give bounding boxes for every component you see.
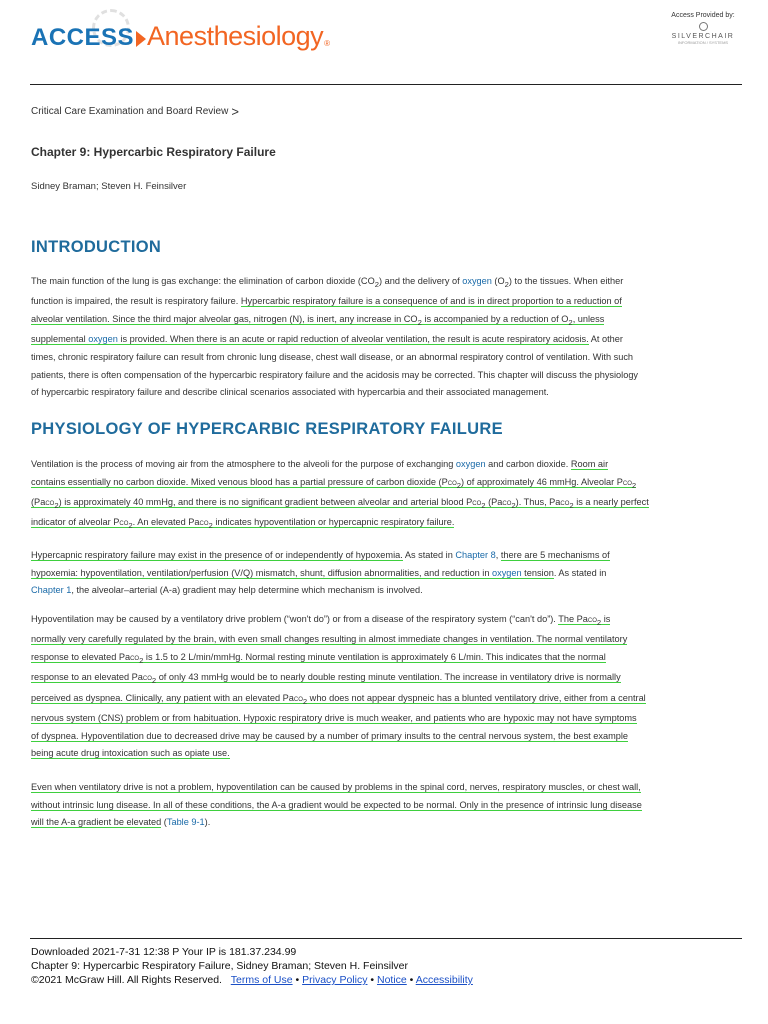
table-9-1-link[interactable]: Table 9-1 [166,817,205,828]
text-line [31,690,741,710]
text-line: The main function of the lung is gas exchange: the elimination of carbon dioxide $(CO_2)$ and the delivery of oxygen $(O_2)$ to the tissues. When either [31,276,624,289]
highlighted-text: Hypercarbic respiratory failure is a consequence of and is in direct proportion to a reduction of [240,296,622,307]
text-line [31,745,741,763]
chapter-1-link[interactable]: Chapter 1 [31,585,72,596]
highlighted-text: of dyspnea. Hypoventilation due to decreased drive may be caused by a number of primary insults to the central nervous system, the best example [31,730,628,741]
text-line [31,311,741,331]
provided-by-label: Access Provided by: [671,12,735,19]
highlighted-text: Even when ventilatory drive is not a problem, hypoventilation can be caused by problems in the spinal cord, nerves, respiratory muscles, or chest wall, [31,782,641,792]
text-line: times, chronic respiratory failure can result from chronic lung disease, chest wall disease, or an abnormal respiratory control of ventilation. With such [31,352,634,363]
provider-name: SILVERCHAIR [671,33,735,40]
text-line [31,474,741,494]
chapter-8-link[interactable]: Chapter 8 [455,550,496,560]
access-anesthesiology-logo[interactable] [31,12,330,52]
highlighted-text: there are 5 mechanisms of [500,550,610,560]
privacy-policy-link[interactable]: Privacy Policy [302,974,368,986]
paragraph-ventilation [31,456,741,535]
highlighted-text: supplemental oxygen is provided. When there is an acute or rapid reduction of alveolar ventilation, the result is acute respiratory acidosis. [31,334,589,345]
text-line [31,514,741,534]
section-heading-introduction: INTRODUCTION [31,238,162,256]
highlighted-text: nervous system (CNS) problem or from habituation. Hypoxic respiratory drive is much weaker, and patients who are hypoxic may not have symptoms [31,713,637,724]
highlighted-text: Clinically, any patient with an elevated Paco$_2$ who does not appear dyspneic has a blunted ventilatory drive, either from a central [122,692,646,706]
paragraph-hypoxemia [31,547,741,600]
highlighted-text: Hypercapnic respiratory failure may exist in the presence of or independently of hypoxemia. [31,550,403,560]
text-line [31,649,741,669]
text-line: of hypercarbic respiratory failure and describe clinical scenarios associated with hypercarbia and their associated management. [31,387,549,398]
highlighted-text: normally very carefully regulated by the brain, with even small changes resulting in almost immediate changes in ventilation. The normal ventilatory [31,634,628,645]
text-line [31,710,741,728]
highlighted-text: response to an elevated Paco$_2$ of only 43 mmHg would be to nearly double resting minute ventilation. The increase in ventilatory drive is normally [31,672,621,686]
oxygen-link[interactable]: oxygen [491,567,522,578]
oxygen-link[interactable]: oxygen [455,459,486,469]
oxygen-link[interactable]: oxygen [88,334,118,345]
text-line [31,728,741,746]
copyright: ©2021 McGraw Hill. All Rights Reserved. [31,974,222,986]
chevron-right-icon[interactable]: > [231,104,239,119]
section-heading-physiology: PHYSIOLOGY OF HYPERCARBIC RESPIRATORY FAILURE [31,420,503,438]
download-info: Downloaded 2021-7-31 12:38 P Your IP is 181.37.234.99 [31,946,297,958]
breadcrumb[interactable] [31,104,239,119]
highlighted-text: response to elevated Paco$_2$ is 1.5 to 2 L/min/mmHg. Normal resting minute ventilation is approximately 6 L/min. This indicates that the normal [31,652,606,665]
logo-arrow-icon [136,31,146,47]
text-line: Hypercapnic respiratory failure may exist in the presence of or independently of hypoxemia. As stated in Chapter 8, there are 5 mechanisms of [31,550,610,560]
oxygen-link[interactable]: oxygen [462,276,492,286]
logo-anesthesiology-text: Anesthesiology [147,21,324,51]
text-line [31,779,741,797]
footer-links-row: ©2021 McGraw Hill. All Rights Reserved. Terms of Use • Privacy Policy • Notice • Accessibility [31,974,473,986]
text-line: patients, there is often compensation of the hypercarbic respiratory failure and the acidosis may be corrected. This chapter will discuss the physiology [31,369,639,380]
text-line [31,797,741,815]
text-line: hypoxemia: hypoventilation, ventilation/perfusion (V/Q) mismatch, shunt, diffusion abnormalities, and reduction in oxygen tension. As stated in [31,567,607,578]
text-line: Ventilation is the process of moving air from the atmosphere to the alveoli for the purpose of exchanging oxygen and carbon dioxide. Room air [31,459,609,469]
highlighted-text: Room air [570,459,609,469]
logo-access-text: ACCESS [31,24,135,51]
notice-link[interactable]: Notice [376,974,407,986]
text-line [31,631,741,649]
highlighted-text: perceived as dyspnea. [31,692,123,703]
highlighted-text: (Paco$_2$) is approximately 40 mmHg, and there is no significant gradient between alveolar and arterial blood Pco$_2$ (Paco$_2$). Thus, Paco$_2$ is a nearly perfect [31,497,649,510]
text-line: Chapter 1, the alveolar–arterial (A-a) gradient may help determine which mechanism is involved. [31,585,423,596]
access-provided-by [668,12,738,45]
highlighted-text: alveolar ventilation. Since the third major alveolar gas, nitrogen (N), is inert, any increase in $CO_2$ is accompanied by a reduction of $O_2$, unless [31,314,605,327]
breadcrumb-book-link[interactable]: Critical Care Examination and Board Review [31,106,229,117]
header-divider [30,84,742,85]
logo-registered-mark: ® [324,39,331,48]
highlighted-text: hypoxemia: hypoventilation, ventilation/perfusion (V/Q) mismatch, shunt, diffusion abnormalities, and reduction in oxygen tension [31,567,554,578]
accessibility-link[interactable]: Accessibility [415,974,473,986]
text-line: Hypoventilation may be caused by a ventilatory drive problem (“won't do”) or from a disease of the respiratory system (“can't do”). The Paco$_2$ is [31,614,611,627]
highlighted-text: without intrinsic lung disease. In all of these conditions, the A-a gradient would be expected to be normal. Only in the presence of intrinsic lung disease [31,799,642,810]
chapter-title: Chapter 9: Hypercarbic Respiratory Failure [31,145,276,159]
highlighted-text: indicator of alveolar Pco$_2$. An elevated Paco$_2$ indicates hypoventilation or hypercapnic respiratory failure. [31,517,455,531]
citation: Chapter 9: Hypercarbic Respiratory Failure, Sidney Braman; Steven H. Feinsilver [31,960,408,972]
paragraph-non-drive-causes [31,779,741,832]
highlighted-text: The Paco$_2$ is [558,614,611,627]
text-line: will the A-a gradient be elevated (Table 9-1). [31,817,211,828]
silverchair-icon [699,22,708,31]
paragraph-introduction [31,273,741,402]
provider-subtitle: INFORMATION / SYSTEMS [677,40,729,45]
chapter-authors: Sidney Braman; Steven H. Feinsilver [31,181,187,192]
terms-of-use-link[interactable]: Terms of Use [230,974,293,986]
highlighted-text: contains essentially no carbon dioxide. Mixed venous blood has a partial pressure of carbon dioxide (Pco$_2$) of approximately 46 mmHg. Alveolar Pco$_2$ [31,476,637,490]
highlighted-text: being acute drug intoxication such as opiate use. [31,748,230,759]
text-line: supplemental oxygen is provided. When there is an acute or rapid reduction of alveolar ventilation, the result is acute respiratory acidosis. At other [31,334,623,345]
text-line: function is impaired, the result is respiratory failure. Hypercarbic respiratory failure is a consequence of and is in direct proportion to a reduction of [31,296,622,307]
highlighted-text: will the A-a gradient be elevated [31,817,162,828]
footer-divider [30,938,742,939]
text-line [31,494,741,514]
text-line [31,669,741,689]
paragraph-hypoventilation [31,611,741,763]
page-footer [31,945,473,987]
